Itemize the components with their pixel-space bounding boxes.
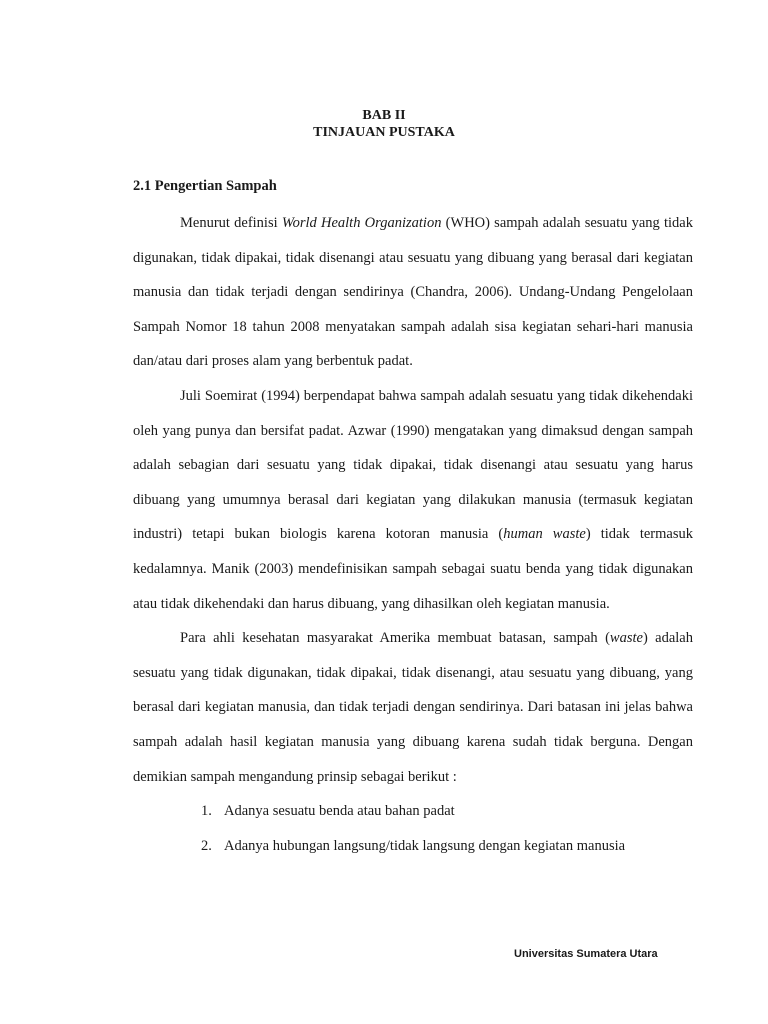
italic-term: World Health Organization — [281, 215, 442, 231]
principles-list — [133, 794, 693, 863]
list-item — [133, 829, 693, 864]
paragraph-american-definition — [133, 621, 693, 794]
chapter-number: BAB II — [362, 108, 406, 123]
chapter-title: TINJAUAN PUSTAKA — [313, 125, 455, 140]
paragraph-text: ) tidak termasuk kedalamnya. Manik (2003) mendefinisikan sampah sebagai suatu benda yang tidak digunakan atau tidak dikehendaki dan harus dibuang, yang dihasilkan oleh kegiatan manusia. — [133, 526, 693, 612]
list-number: 2. — [201, 837, 212, 854]
document-body — [133, 206, 693, 863]
italic-term: human waste — [503, 526, 586, 543]
list-text: Adanya hubungan langsung/tidak langsung dengan kegiatan manusia — [224, 837, 626, 854]
paragraph-text: Juli Soemirat (1994) berpendapat bahwa sampah adalah sesuatu yang tidak dikehendaki oleh yang punya dan bersifat padat. Azwar (1990) mengatakan yang dimaksud dengan sampah adalah sebagian dari sesuatu yang tidak dipakai, tidak disenangi atau sesuatu yang harus dibuang yang umumnya berasal dari kegiatan yang dilakukan manusia (termasuk kegiatan industri) tetapi bukan biologis karena kotoran manusia ( — [133, 387, 693, 543]
page-footer: Universitas Sumatera Utara — [514, 948, 658, 960]
list-item — [133, 794, 693, 829]
paragraph-text: (WHO) sampah adalah sesuatu yang tidak digunakan, tidak dipakai, tidak disenangi atau sesuatu yang dibuang yang berasal dari kegiatan manusia dan tidak terjadi dengan sendirinya (Chandra, 2006). Undang-Undang Pengelolaan Sampah Nomor 18 tahun 2008 menyatakan sampah adalah sisa kegiatan sehari-hari manusia dan/atau dari proses alam yang berbentuk padat. — [133, 215, 693, 370]
italic-term: waste — [609, 630, 643, 647]
list-number: 1. — [201, 803, 212, 820]
paragraph-text: ) adalah sesuatu yang tidak digunakan, tidak dipakai, tidak disenangi, atau sesuatu yang dibuang, yang berasal dari kegiatan manusia, dan tidak terjadi dengan sendirinya. Dari batasan ini jelas bahwa sampah adalah hasil kegiatan manusia yang dibuang karena sudah tidak berguna. Dengan demikian sampah mengandung prinsip sebagai berikut : — [133, 630, 693, 785]
paragraph-who-definition — [133, 206, 693, 379]
paragraph-expert-definitions — [133, 379, 693, 621]
paragraph-text: Para ahli kesehatan masyarakat Amerika membuat batasan, sampah ( — [180, 630, 610, 647]
list-text: Adanya sesuatu benda atau bahan padat — [224, 803, 455, 820]
paragraph-text: Menurut definisi — [180, 215, 282, 231]
section-heading: 2.1 Pengertian Sampah — [133, 178, 277, 194]
